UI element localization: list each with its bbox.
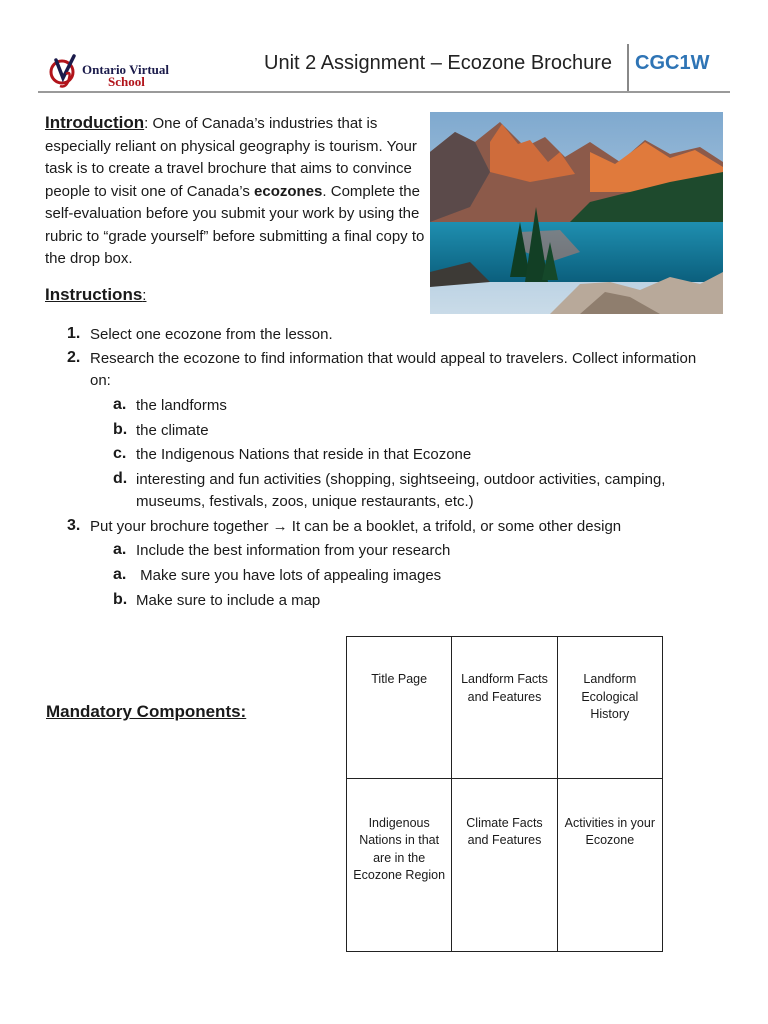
list-item-number: b. <box>113 421 128 438</box>
list-item-number: a. <box>113 396 127 413</box>
list-item-number: a. <box>113 541 127 558</box>
list-item-text: Put your brochure together → It can be a booklet, a trifold, or some other design <box>90 518 622 535</box>
components-grid <box>346 636 663 952</box>
list-item-number: 3. <box>67 517 81 534</box>
instructions-colon: : <box>142 287 147 304</box>
header-divider <box>627 44 629 92</box>
list-item-number: d. <box>113 470 128 487</box>
header-rule <box>38 91 730 93</box>
mandatory-components-heading: Mandatory Components: <box>46 702 247 721</box>
list-item-number: b. <box>113 591 128 608</box>
logo-text-line1: Ontario Virtual <box>82 62 170 77</box>
list-item-text: the climate <box>136 422 209 439</box>
component-cell-activities: Activities in your Ecozone <box>557 778 662 951</box>
component-cell-indigenous-nations: Indigenous Nations in that are in the Ecozone Region <box>347 778 452 951</box>
list-item-number: 2. <box>67 349 81 366</box>
instructions-heading-text: Instructions <box>45 285 143 304</box>
ovs-logo <box>46 48 186 92</box>
course-code: CGC1W <box>635 52 710 74</box>
mountain-lake-photo <box>430 112 723 314</box>
list-item-number: c. <box>113 445 127 462</box>
component-cell-climate-facts: Climate Facts and Features <box>452 778 557 951</box>
component-cell-landform-history: Landform Ecological History <box>557 637 662 779</box>
introduction-paragraph <box>45 112 425 271</box>
list-item-text: interesting and fun activities (shopping, sightseeing, outdoor activities, camping, museums, festivals, zoos, unique restaurants, etc.) <box>136 471 666 510</box>
component-cell-landform-facts: Landform Facts and Features <box>452 637 557 779</box>
list-item-text: Include the best information from your research <box>136 542 451 559</box>
list-item-text: Research the ecozone to find information that would appeal to travelers. Collect information on: <box>90 350 697 389</box>
introduction-colon: : <box>144 115 149 132</box>
list-item-number: a. <box>113 566 127 583</box>
introduction-text-before: One of Canada’s industries that is especially reliant on physical geography is tourism. Your task is to create a travel brochure that aims to convince people to visit one of Canada’s <box>45 115 417 200</box>
instructions-heading <box>45 285 146 305</box>
introduction-heading: Introduction <box>45 113 145 132</box>
page-title: Unit 2 Assignment – Ecozone Brochure <box>264 52 612 74</box>
component-cell-title-page: Title Page <box>347 637 452 779</box>
introduction-bold-word: ecozones <box>254 182 323 200</box>
list-item-text: Make sure you have lots of appealing images <box>136 567 442 584</box>
logo-text-line2: School <box>108 74 145 89</box>
list-item-text: the landforms <box>136 397 227 414</box>
list-item-text: Select one ecozone from the lesson. <box>90 326 333 343</box>
list-item-text: the Indigenous Nations that reside in that Ecozone <box>136 446 472 463</box>
list-item-text: Make sure to include a map <box>136 592 321 609</box>
introduction-text-after: . Complete the self-evaluation before you submit your work by using the rubric to “grade yourself” before submitting a final copy to the drop box. <box>45 182 425 267</box>
list-item-number: 1. <box>67 325 81 342</box>
